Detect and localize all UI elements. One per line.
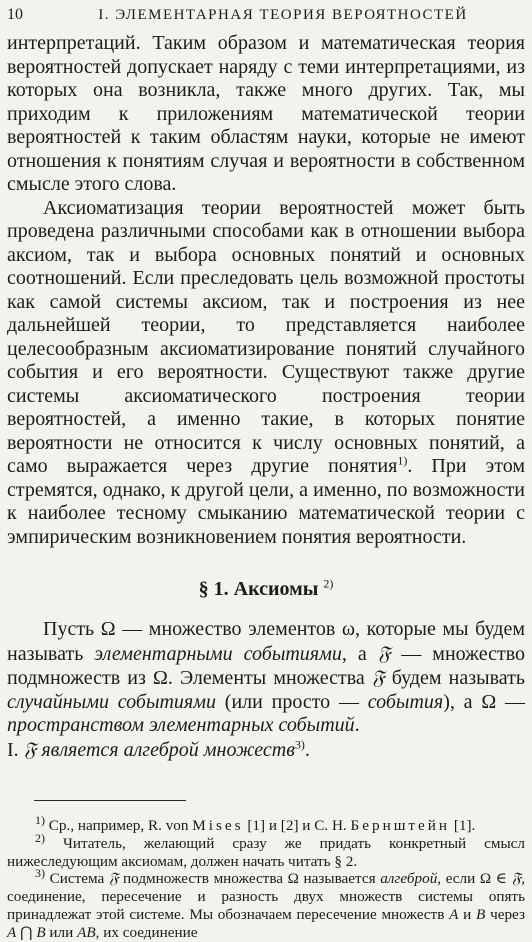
paragraph-1: интерпретаций. Таким образом и математическая теория вероятностей допускает наряду с теми интерпретациями, из которых она возникла, также много других. Так, мы приходим к приложениям математической теории вероятностей к таким областям науки, которые не имеют отношения к понятиям случая и вероятности в собственном смысле этого слова.	[7, 32, 525, 195]
footnote-3-mark: 3)	[35, 866, 45, 881]
paragraph-2	[7, 197, 525, 550]
footnote-1-text-b: [1] и [2] и С. Н.	[243, 817, 351, 834]
term-elementary-events: элементарными событиями	[94, 642, 342, 665]
intro-text-1: Пусть Ω — множество элементов ω, которые мы будем называть	[7, 618, 525, 665]
intro-text-5: (или просто —	[216, 690, 368, 713]
axiom-1	[7, 738, 525, 763]
intro-text-7: .	[354, 714, 360, 736]
footnote-3	[7, 866, 525, 941]
footnote-1	[7, 812, 525, 835]
footnote-3-text-h: или	[45, 923, 78, 941]
script-f-symbol: 𝔉	[371, 665, 385, 689]
footnote-3-text-b: подмножеств множества Ω называется	[118, 870, 381, 888]
axiom-1-text: является алгеброй множеств	[36, 738, 295, 761]
intro-text-4: будем называть	[384, 667, 526, 689]
running-head	[7, 4, 525, 32]
footnote-2-mark: 2)	[35, 830, 45, 845]
footnote-ref-1: 1)	[397, 453, 408, 468]
intro-text-3: — множество подмножеств из Ω. Элементы множества	[7, 642, 525, 689]
set-a: A	[7, 923, 17, 941]
footnote-3-text-d: , соединение, пересечение и разность двух множеств системы опять принадлежат этой системе. Мы обозначаем пересечение множеств	[7, 870, 525, 923]
footnotes	[7, 812, 525, 942]
term-events: события	[367, 690, 444, 713]
script-f-symbol: 𝔉	[108, 869, 119, 888]
footnote-3-text-c: , если Ω ∈	[437, 870, 512, 888]
axiom-1-end: .	[304, 738, 310, 761]
set-a: A	[449, 905, 459, 923]
chapter-title: I. ЭЛЕМЕНТАРНАЯ ТЕОРИЯ ВЕРОЯТНОСТЕЙ	[98, 7, 468, 23]
script-f-symbol: 𝔉	[23, 736, 37, 761]
footnote-3-text-e: и	[458, 905, 477, 923]
set-ab: AB	[77, 923, 96, 941]
intersection-symbol: ⋂	[16, 923, 37, 941]
script-f-symbol: 𝔉	[511, 869, 522, 888]
set-b: B	[36, 923, 46, 941]
paragraph-2-text-b: . При этом стремятся, однако, к другой цели, а именно, по возможности к наиболее тесному смыканию математической теории с эмпирическим возникновением понятия вероятности.	[7, 455, 525, 548]
set-b: B	[476, 905, 486, 923]
page-number: 10	[7, 6, 23, 23]
intro-text-2: , а	[341, 642, 378, 665]
script-f-symbol: 𝔉	[377, 640, 391, 665]
main-text	[7, 32, 525, 762]
footnote-1-text-c: [1].	[450, 817, 476, 834]
axiom-1-label: I.	[7, 738, 24, 761]
section-title: § 1. Аксиомы	[198, 578, 319, 600]
footnote-1-mark: 1)	[35, 812, 45, 827]
footnote-ref-2: 2)	[323, 576, 334, 591]
footnote-ref-3: 3)	[294, 736, 305, 751]
term-algebra: алгеброй	[380, 870, 438, 888]
author-name-bernstein: Бернштейн	[350, 817, 451, 834]
footnote-2-text: Читатель, желающий сразу же придать конкретный смысл нижеследующим аксиомам, должен начать читать § 2.	[7, 834, 525, 870]
paragraph-2-text-a: Аксиоматизация теории вероятностей может быть проведена различными способами как в отношении выбора аксиом, так и выбора основных понятий и основных соотношений. Если преследовать цель возможной простоты как самой системы аксиом, так и построения из нее дальнейшей теории, то представляется наиболее целесообразным аксиоматизирование понятий случайного события и его вероятности. Существуют также другие системы аксиоматического построения теории вероятностей, а именно такие, в которых понятие вероятности не относится к числу основных понятий, а само выражается через другие понятия	[7, 196, 525, 477]
footnote-3-text-f: через	[485, 905, 525, 923]
term-random-events: случайными событиями	[7, 690, 216, 713]
footnote-divider	[34, 800, 186, 801]
footnote-3-text-i: , их соединение	[95, 923, 198, 941]
footnote-1-text-a: Ср., например, R. von	[45, 817, 193, 834]
section-heading	[7, 577, 525, 601]
axioms-intro	[7, 618, 525, 738]
intro-text-6: ), а Ω —	[443, 690, 525, 713]
author-name-mises: Mises	[192, 817, 244, 834]
footnote-2	[7, 830, 525, 871]
term-sample-space: пространством элементарных событий	[7, 714, 355, 736]
footnote-3-text-a: Система	[45, 870, 109, 888]
